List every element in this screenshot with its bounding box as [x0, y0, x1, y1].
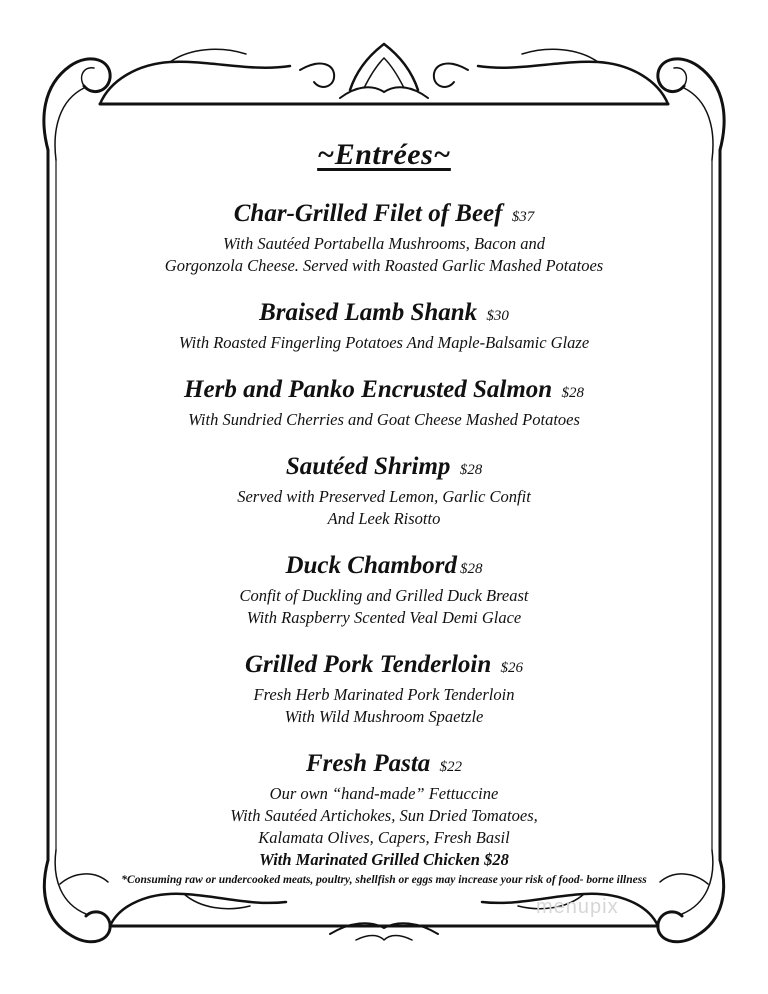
item-description-line: Fresh Herb Marinated Pork Tenderloin — [253, 685, 515, 704]
item-description-line: With Wild Mushroom Spaetzle — [284, 707, 484, 726]
item-price: $26 — [500, 660, 524, 676]
menu-item — [60, 451, 708, 530]
item-description-line: Gorgonzola Cheese. Served with Roasted Garlic Mashed Potatoes — [164, 256, 604, 275]
watermark: menupix — [536, 896, 619, 918]
menu-item — [60, 374, 708, 431]
section-title: ~Entrées~ — [317, 138, 451, 171]
item-price: $30 — [486, 308, 509, 324]
item-description-line: With Roasted Fingerling Potatoes And Maple-Balsamic Glaze — [178, 333, 590, 352]
menu-content — [60, 128, 708, 891]
item-name: Sautéed Shrimp — [285, 453, 451, 480]
item-description-line: Our own “hand-made” Fettuccine — [269, 784, 499, 803]
item-price: $28 — [561, 385, 584, 401]
item-name: Duck Chambord — [285, 552, 458, 579]
menu-item — [60, 649, 708, 728]
item-description-line: With Raspberry Scented Veal Demi Glace — [246, 608, 522, 627]
item-price: $28 — [459, 462, 483, 478]
top-center-crest — [340, 44, 428, 98]
item-description-line: With Sautéed Artichokes, Sun Dried Tomatoes, — [230, 806, 538, 825]
menu-item — [60, 550, 708, 629]
food-safety-disclaimer: *Consuming raw or undercooked meats, poultry, shellfish or eggs may increase your risk of food- borne illness — [121, 874, 647, 886]
item-price: $28 — [460, 561, 483, 577]
item-description-line: Kalamata Olives, Capers, Fresh Basil — [258, 828, 510, 847]
item-name: Grilled Pork Tenderloin — [244, 651, 492, 678]
item-description-line: Confit of Duckling and Grilled Duck Breast — [239, 586, 529, 605]
item-addon: With Marinated Grilled Chicken $28 — [259, 850, 509, 869]
item-description-line: With Sundried Cherries and Goat Cheese Mashed Potatoes — [188, 410, 580, 429]
item-description-line: Served with Preserved Lemon, Garlic Confit — [237, 487, 531, 506]
item-price: $37 — [511, 209, 535, 225]
item-name: Fresh Pasta — [305, 750, 431, 777]
item-description-line: With Sautéed Portabella Mushrooms, Bacon and — [222, 234, 546, 253]
menu-item — [60, 748, 708, 871]
menu-item — [60, 297, 708, 354]
item-name: Herb and Panko Encrusted Salmon — [184, 376, 553, 403]
item-price: $22 — [439, 759, 463, 775]
menu-item — [60, 198, 708, 277]
item-description-line: And Leek Risotto — [327, 509, 441, 528]
item-name: Char-Grilled Filet of Beef — [233, 200, 503, 227]
item-name: Braised Lamb Shank — [259, 299, 478, 326]
